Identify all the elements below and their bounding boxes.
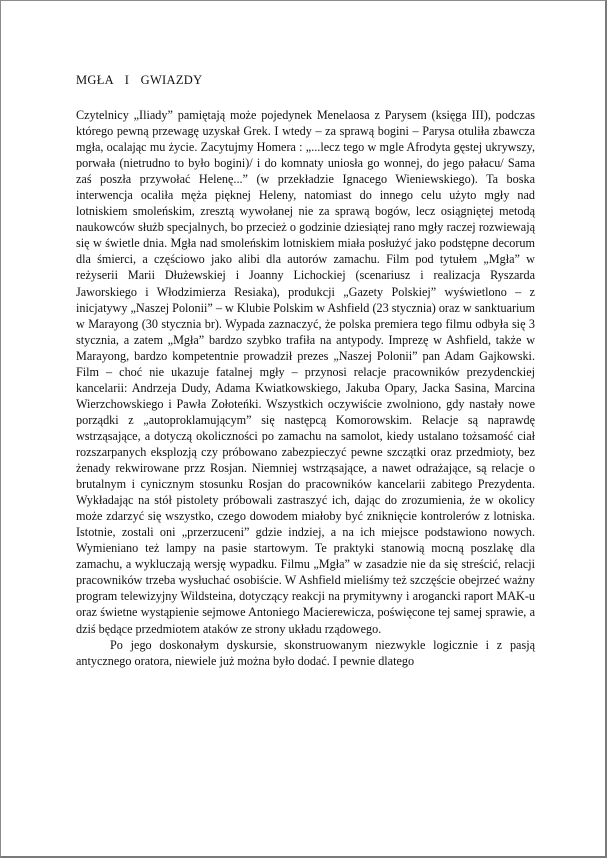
document-title: MGŁA I GWIAZDY bbox=[76, 73, 203, 87]
paragraph-2: Po jego doskonałym dyskursie, skonstruowanym niezwykle logicznie i z pasją antycznego oratora, niewiele już można było dodać. I pewnie dlatego bbox=[76, 637, 535, 668]
paragraph-1: Czytelnicy „Iliady” pamiętają może pojedynek Menelaosa z Parysem (księga III), podczas którego pewną przewagę uzyskał Grek. I wtedy – za sprawą bogini – Parysa otuliła zbawcza mgła, ocalając mu życie. Zacytujmy Homera : „...lecz tego w mgle Afrodyta gęstej ukrywszy, porwała (nietrudno to było bogini)/ i do komnaty uniosła go wonnej, do jego pałacu/ Sama zaś poszła przywołać Helenę...” (w przekładzie Ignacego Wieniewskiego). Ta boska interwencja ocaliła męża pięknej Heleny, natomiast do innego celu użyto mgły nad lotniskiem smoleńskim, zresztą wywołanej nie za sprawą bogów, lecz osiągniętej metodą naukowców służb specjalnych, bo przecież o godzinie dziesiątej rano mgły raczej rozwiewają się w świetle dnia. Mgła nad smoleńskim lotniskiem miała posłużyć jako podstępne decorum dla śmierci, a częściowo jako alibi dla autorów zamachu. Film pod tytułem „Mgła” w reżyserii Marii Dłużewskiej i Joanny Lichockiej (scenariusz i realizacja Ryszarda Jaworskiego i Włodzimierza Resiaka), produkcji „Gazety Polskiej” wyświetlono – z inicjatywy „Naszej Polonii” – w Klubie Polskim w Ashfield (23 stycznia) oraz w sanktuarium w Marayong (30 stycznia br). Wypada zaznaczyć, że polska premiera tego filmu odbyła się 3 stycznia, a zatem „Mgła” bardzo szybko trafiła na antypody. Imprezę w Ashfield, także w Marayong, bardzo kompetentnie prowadził prezes „Naszej Polonii” pan Adam Gajkowski. Film – choć nie ukazuje fatalnej mgły – przynosi relacje pracowników prezydenckiej kancelarii: Andrzeja Dudy, Adama Kwiatkowskiego, Jakuba Opary, Jacka Sasina, Marcina Wierzchowskiego i Pawła Zołoteńki. Wszystkich oczywiście zwolniono, gdy nastały nowe porządki z „autoproklamującym” się następcą Komorowskim. Relacje są naprawdę wstrząsające, a dotyczą okoliczności po zamachu na samolot, kiedy ustalano tożsamość ciał rozszarpanych eksplozją czy próbowano zabezpieczyć pewne szczątki oraz przedmioty, bez żenady rekwirowane przz Rosjan. Niemniej wstrząsające, a nawet odrażające, są relacje o brutalnym i cynicznym stosunku Rosjan do pracowników kancelarii zabitego Prezydenta. Wykładając na stół pistolety próbowali zastraszyć ich, dając do zrozumienia, że w okolicy może zdarzyć się wszystko, czego dowodem miałoby być zniknięcie kontrolerów z lotniska. Istotnie, zostali oni „przerzuceni” gdzie indziej, a na ich miejsce podstawiono nowych. Wymieniano też lampy na pasie startowym. Te praktyki stanowią mocną poszlakę dla zamachu, a wykluczają wersję wypadku. Filmu „Mgła” w zasadzie nie da się streścić, relacji pracowników trzeba wysłuchać osobiście. W Ashfield mieliśmy też szczęście obejrzeć ważny program telewizyjny Wildsteina, dotyczący reakcji na prymitywny i arogancki raport MAK-u oraz świetne wystąpienie sejmowe Antoniego Macierewicza, poświęcone tej samej sprawie, a dziś będące przedmiotem ataków ze strony układu rządowego. bbox=[76, 108, 535, 636]
document-body bbox=[76, 72, 535, 669]
